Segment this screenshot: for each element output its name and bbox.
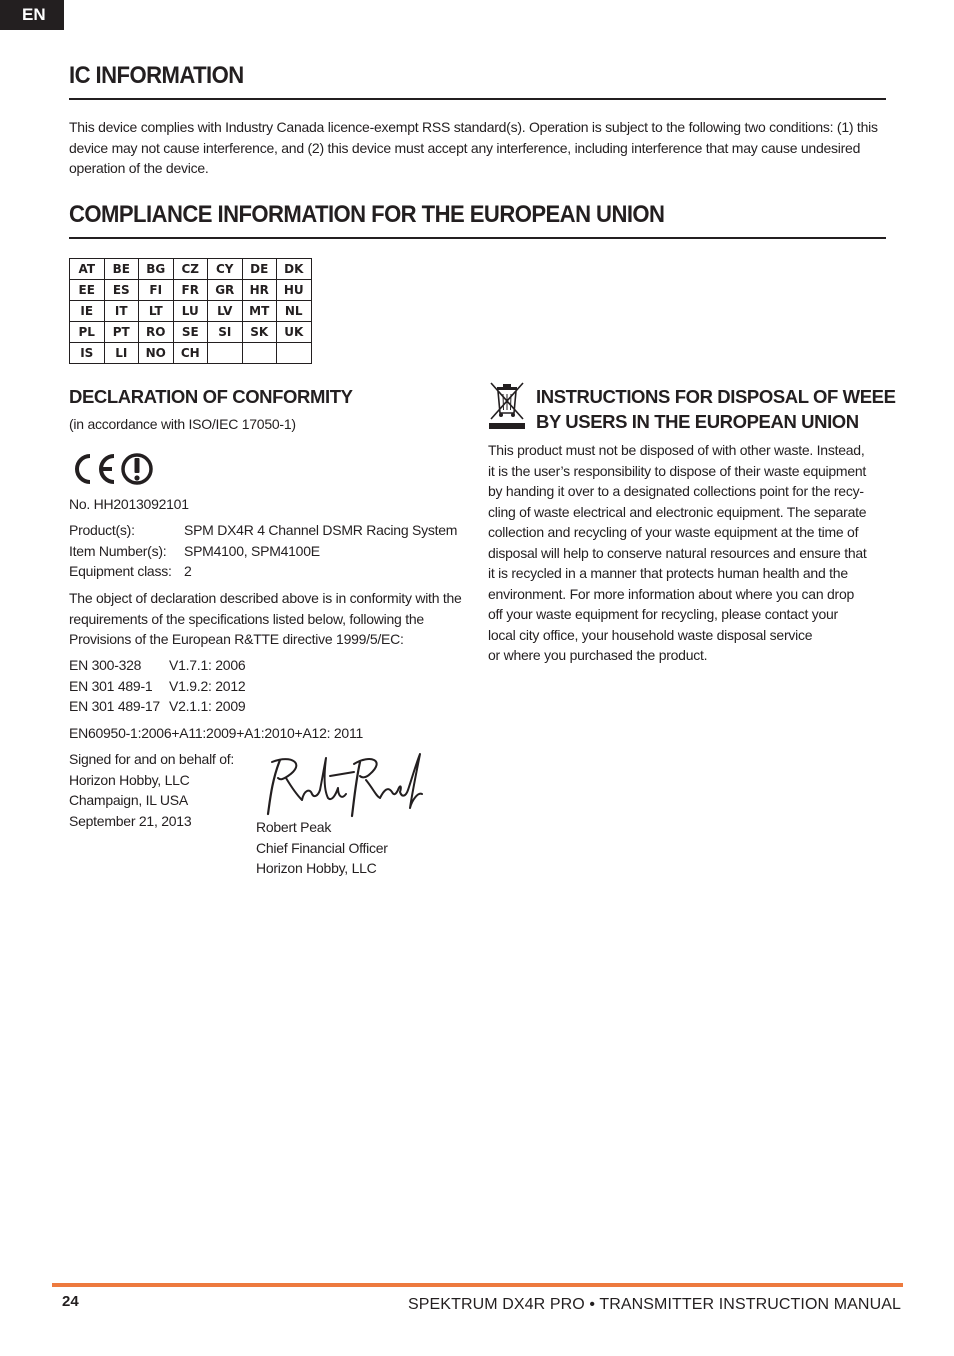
signatory-line: Robert Peak: [256, 819, 332, 835]
country-cell: [277, 343, 312, 364]
weee-line: by handing it over to a designated collections point for the recy-: [488, 483, 864, 499]
country-cell: PT: [104, 322, 139, 343]
country-cell: CY: [208, 259, 243, 280]
country-cell: UK: [277, 322, 312, 343]
ic-paragraph: This device complies with Industry Canada licence-exempt RSS standard(s). Operation is subject to the following two conditions: (1) this device may not cause interference, and (2) this device must accept any interference, including interference that may cause undesired operation of the device.: [69, 119, 878, 176]
spec-row: [69, 541, 469, 562]
weee-line: it is the user’s responsibility to dispose of their waste equipment: [488, 462, 867, 479]
country-cell: ES: [104, 280, 139, 301]
ce-mark-icon: [68, 452, 158, 491]
country-row: [70, 322, 312, 343]
spec-value: 2: [184, 563, 192, 579]
spec-label: Product(s):: [69, 522, 135, 538]
standard-number: EN 301 489-17: [69, 698, 160, 714]
standard-row: [69, 676, 245, 697]
doc-specs: [69, 520, 469, 582]
country-cell: LV: [208, 301, 243, 322]
country-cell: [242, 343, 277, 364]
spec-label: Equipment class:: [69, 563, 172, 579]
page-number: 24: [62, 1293, 79, 1310]
signatory-line: Chief Financial Officer: [256, 839, 388, 856]
signed-line: Horizon Hobby, LLC: [69, 771, 190, 788]
country-cell: PL: [70, 322, 105, 343]
weee-line: off your waste equipment for recycling, please contact your: [488, 606, 838, 622]
doc-signed-block: [69, 749, 234, 831]
weee-line: or where you purchased the product.: [488, 647, 708, 663]
doc-heading: DECLARATION OF CONFORMITY: [69, 386, 353, 407]
weee-line: local city office, your household waste disposal service: [488, 626, 813, 643]
eu-rule: [69, 237, 886, 239]
country-cell: LU: [173, 301, 208, 322]
signatory-block: [256, 817, 388, 879]
language-tab: EN: [0, 0, 64, 30]
country-row: [70, 259, 312, 280]
signed-line: Champaign, IL USA: [69, 792, 188, 808]
standard-row: [69, 655, 245, 676]
standard-number: EN 301 489-1: [69, 677, 153, 694]
country-row: [70, 280, 312, 301]
weee-line: collection and recycling of your waste equipment at the time of: [488, 524, 859, 540]
country-cell: MT: [242, 301, 277, 322]
signature-image: [262, 750, 427, 827]
doc-standards: [69, 655, 245, 717]
weee-line: it is recycled in a manner that protects human health and the: [488, 565, 848, 581]
country-cell: GR: [208, 280, 243, 301]
spec-value: SPM DX4R 4 Channel DSMR Racing System: [184, 522, 458, 538]
footer-title: SPEKTRUM DX4R PRO • TRANSMITTER INSTRUCTION MANUAL: [407, 1296, 901, 1313]
country-cell: HU: [277, 280, 312, 301]
country-cell: SK: [242, 322, 277, 343]
ic-heading: IC INFORMATION: [69, 62, 244, 89]
country-row: [70, 301, 312, 322]
country-cell: FR: [173, 280, 208, 301]
country-cell: CZ: [173, 259, 208, 280]
country-table: [69, 258, 312, 364]
doc-extra-standard: EN60950-1:2006+A11:2009+A1:2010+A12: 2011: [69, 725, 363, 741]
weee-line: disposal will help to conserve natural resources and ensure that: [488, 544, 867, 561]
country-row: [70, 343, 312, 364]
doc-statement: The object of declaration described above is in conformity with the requirements of the specifications listed below, following the Provisions of the European R&TTE directive 1999/5/EC:: [69, 590, 462, 647]
country-cell: BG: [139, 259, 174, 280]
doc-number: No. HH2013092101: [69, 496, 189, 512]
country-cell: DK: [277, 259, 312, 280]
country-cell: NO: [139, 343, 174, 364]
weee-paragraph: [488, 440, 888, 666]
country-cell: NL: [277, 301, 312, 322]
weee-heading-line: INSTRUCTIONS FOR DISPOSAL OF WEEE: [536, 386, 896, 407]
standard-version: V1.9.2: 2012: [169, 677, 246, 694]
country-cell: BE: [104, 259, 139, 280]
standard-version: V2.1.1: 2009: [169, 698, 246, 714]
country-cell: RO: [139, 322, 174, 343]
signed-line: Signed for and on behalf of:: [69, 751, 235, 767]
country-cell: FI: [139, 280, 174, 301]
weee-line: cling of waste electrical and electronic equipment. The separate: [488, 503, 867, 520]
country-cell: DE: [242, 259, 277, 280]
country-cell: HR: [242, 280, 277, 301]
spec-label: Item Number(s):: [69, 542, 167, 559]
country-cell: IT: [104, 301, 139, 322]
country-cell: SE: [173, 322, 208, 343]
country-cell: IE: [70, 301, 105, 322]
spec-row: [69, 520, 469, 541]
country-cell: IS: [70, 343, 105, 364]
standard-version: V1.7.1: 2006: [169, 657, 246, 673]
spec-value: SPM4100, SPM4100E: [184, 542, 320, 559]
country-cell: CH: [173, 343, 208, 364]
doc-subheading: (in accordance with ISO/IEC 17050-1): [69, 416, 296, 432]
country-cell: SI: [208, 322, 243, 343]
weee-heading: [536, 384, 896, 434]
country-cell: AT: [70, 259, 105, 280]
spec-row: [69, 561, 469, 582]
eu-heading: COMPLIANCE INFORMATION FOR THE EUROPEAN UNION: [69, 201, 665, 228]
standard-number: EN 300-328: [69, 657, 142, 673]
signatory-line: Horizon Hobby, LLC: [256, 860, 377, 876]
country-cell: EE: [70, 280, 105, 301]
weee-line: environment. For more information about where you can drop: [488, 585, 855, 602]
ic-rule: [69, 98, 886, 100]
standard-row: [69, 696, 245, 717]
country-cell: LI: [104, 343, 139, 364]
country-cell: LT: [139, 301, 174, 322]
weee-heading-line: BY USERS IN THE EUROPEAN UNION: [536, 411, 859, 432]
country-cell: [208, 343, 243, 364]
signed-line: September 21, 2013: [69, 812, 192, 829]
crossed-bin-icon: [489, 381, 525, 434]
footer-accent-bar: [52, 1283, 903, 1287]
weee-line: This product must not be disposed of with other waste. Instead,: [488, 442, 865, 458]
